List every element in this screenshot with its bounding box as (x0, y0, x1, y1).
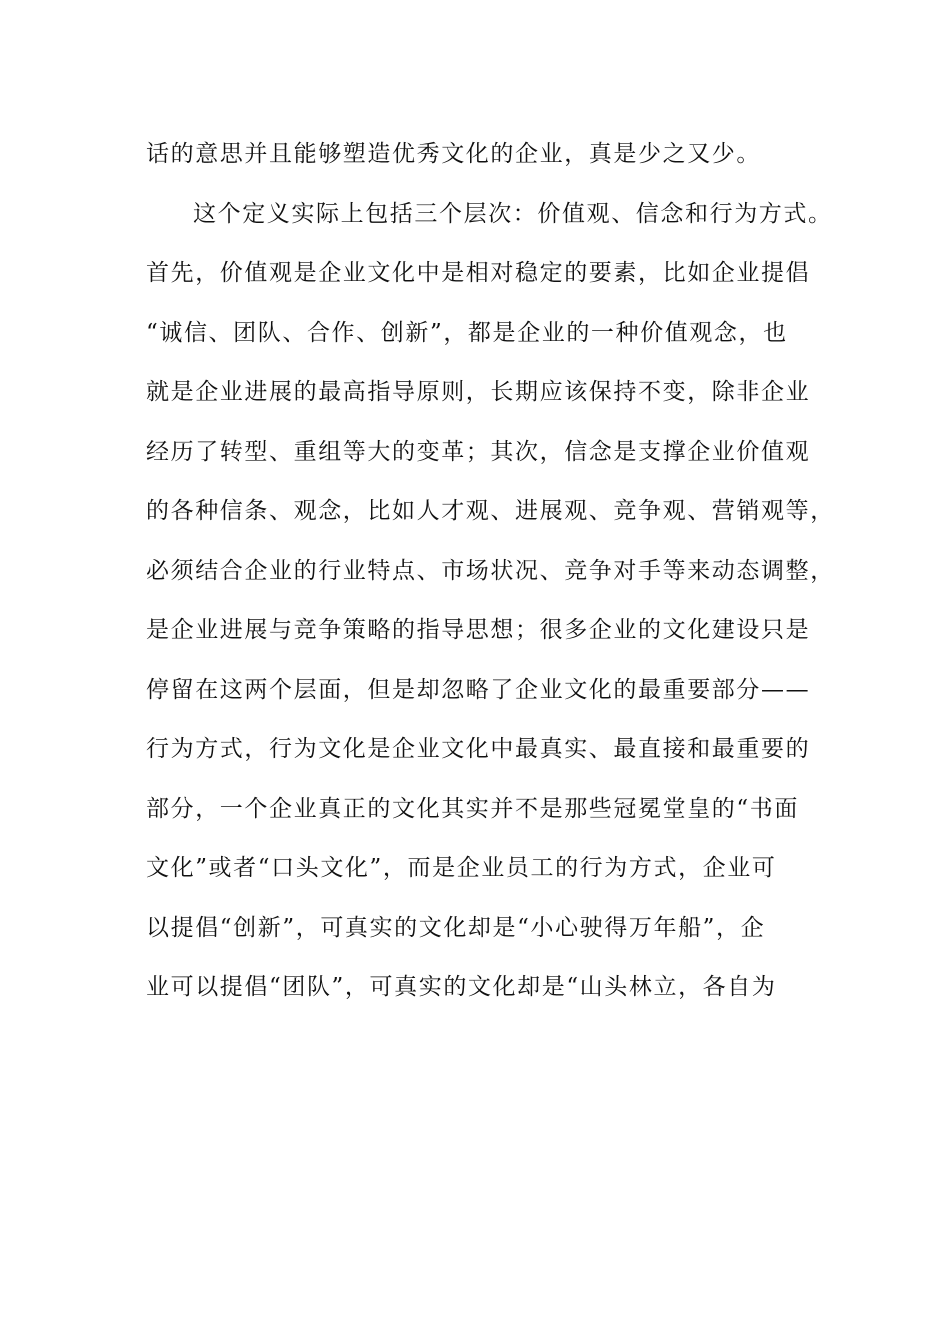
text-line: 就是企业进展的最高指导原则，长期应该保持不变，除非企业 (146, 379, 811, 405)
text-line: 部分，一个企业真正的文化其实并不是那些冠冕堂皇的“书面 (146, 795, 799, 822)
text-line: 行为方式，行为文化是企业文化中最真实、最直接和最重要的 (146, 736, 811, 762)
text-line: 停留在这两个层面，但是却忽略了企业文化的最重要部分—— (146, 676, 811, 703)
text-line: 是企业进展与竞争策略的指导思想；很多企业的文化建设只是 (146, 617, 811, 643)
text-line: 业可以提倡“团队”，可真实的文化却是“山头林立，各自为 (146, 974, 777, 1000)
text-line: 经历了转型、重组等大的变革；其次，信念是支撑企业价值观 (146, 438, 811, 465)
text-line: 必须结合企业的行业特点、市场状况、竞争对手等来动态调整， (146, 557, 835, 584)
text-line: 话的意思并且能够塑造优秀文化的企业，真是少之又少。 (146, 141, 761, 167)
text-line: 首先，价值观是企业文化中是相对稳定的要素，比如企业提倡 (146, 260, 811, 286)
text-line: 以提倡“创新”，可真实的文化却是“小心驶得万年船”，企 (146, 914, 766, 941)
text-line: 的各种信条、观念，比如人才观、进展观、竞争观、营销观等， (146, 498, 835, 524)
body-text (146, 128, 835, 1021)
paragraph-first-line: 这个定义实际上包括三个层次：价值观、信念和行为方式。 (193, 200, 833, 227)
text-line: “诚信、团队、合作、创新”，都是企业的一种价值观念，也 (146, 319, 788, 346)
text-line: 文化”或者“口头文化”，而是企业员工的行为方式，企业可 (146, 855, 777, 881)
